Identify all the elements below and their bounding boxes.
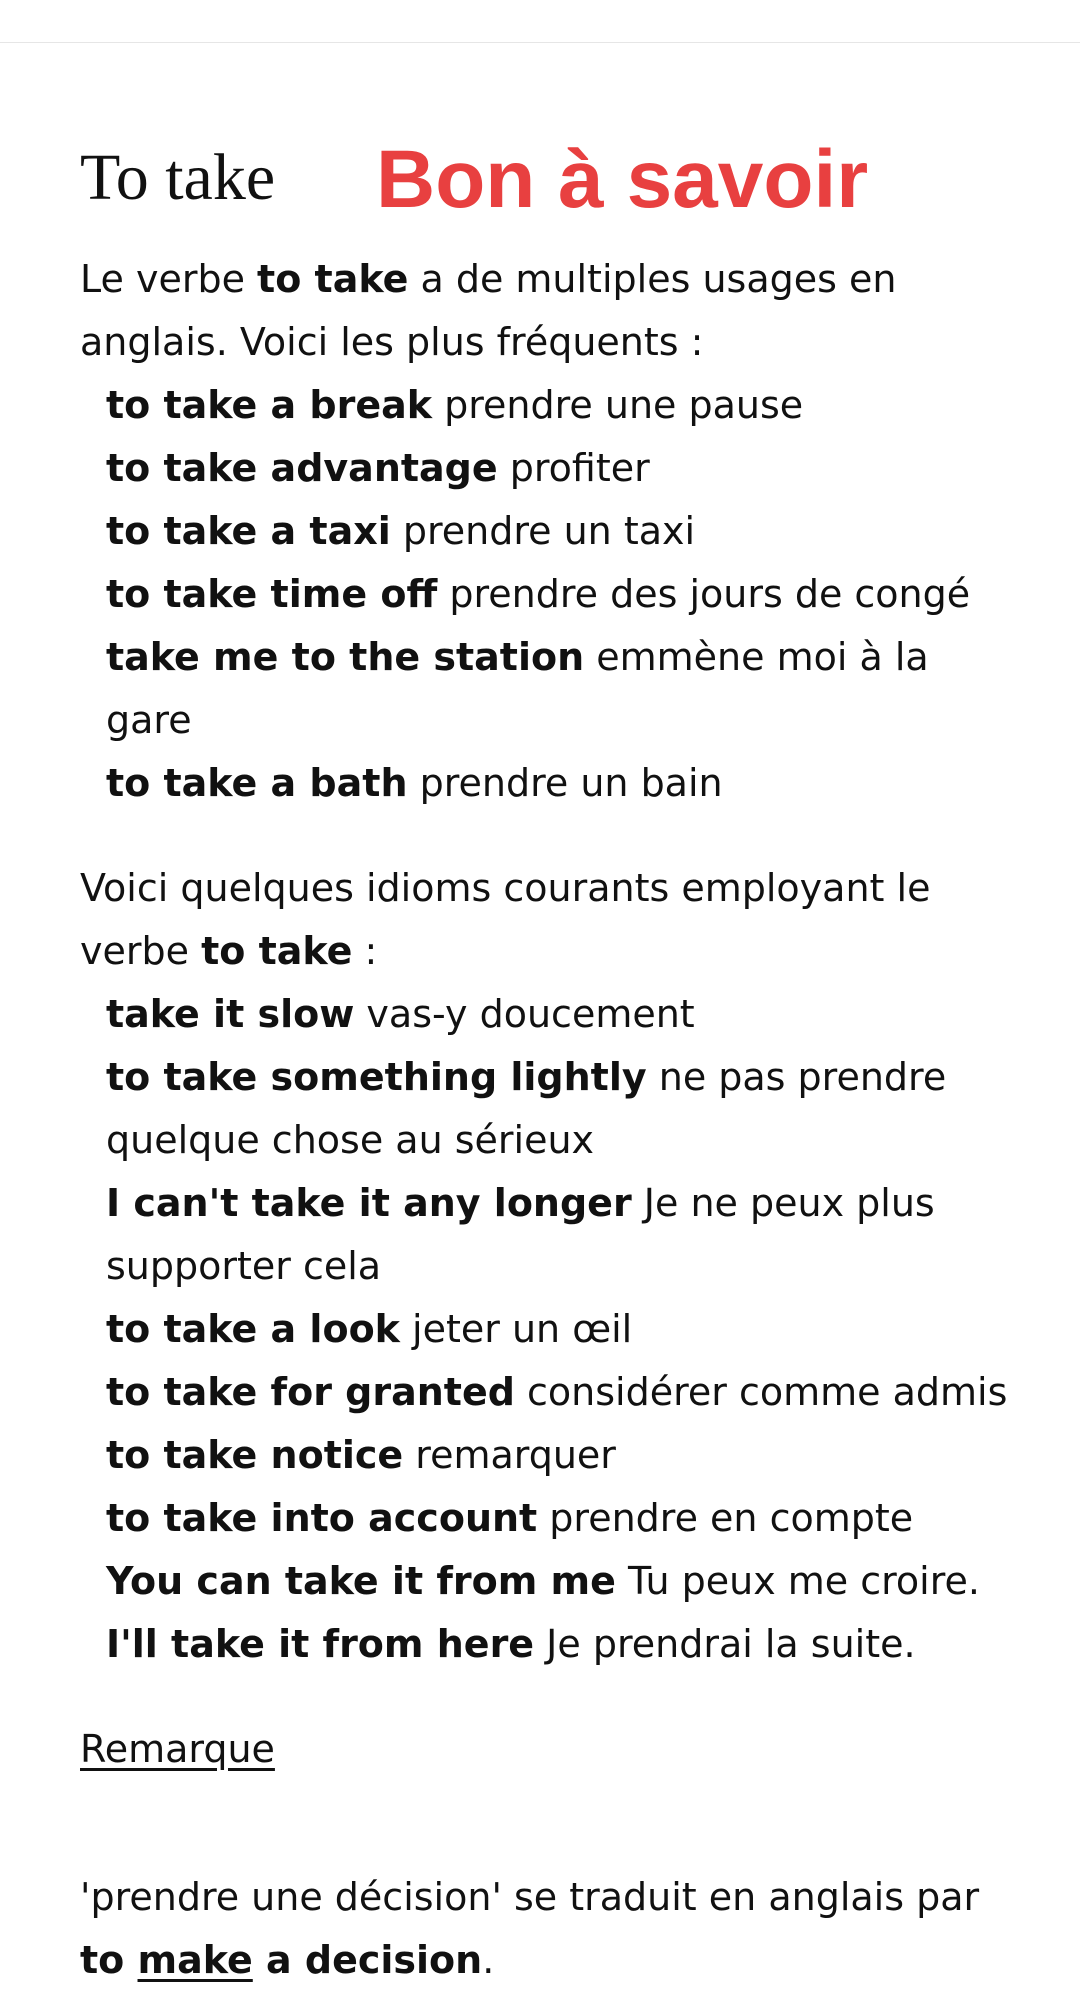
spacer bbox=[80, 815, 1020, 857]
idioms-intro-text-before: Voici quelques idioms courants employant le verbe bbox=[80, 866, 931, 973]
usage-translation: prendre des jours de congé bbox=[437, 572, 971, 616]
remark-link[interactable]: Remarque bbox=[80, 1727, 275, 1771]
spacer bbox=[80, 1676, 1020, 1718]
idioms-intro-text-after: : bbox=[352, 929, 378, 973]
idiom-translation: Je prendrai la suite. bbox=[534, 1622, 916, 1666]
idiom-term: to take a look bbox=[106, 1307, 400, 1351]
list-item bbox=[106, 1298, 1020, 1361]
list-item bbox=[106, 1487, 1020, 1550]
usage-term: to take a taxi bbox=[106, 509, 391, 553]
intro-paragraph bbox=[80, 248, 1020, 374]
header bbox=[80, 130, 1040, 240]
usage-translation: profiter bbox=[497, 446, 650, 490]
list-item bbox=[106, 1613, 1020, 1676]
remark-heading bbox=[80, 1718, 1020, 1781]
good-to-know-badge: Bon à savoir bbox=[376, 134, 869, 225]
list-item bbox=[106, 500, 1020, 563]
remark-end: . bbox=[482, 1938, 495, 1982]
list-item bbox=[106, 1550, 1020, 1613]
list-item bbox=[106, 1424, 1020, 1487]
idiom-term: to take into account bbox=[106, 1496, 538, 1540]
list-item bbox=[106, 374, 1020, 437]
idiom-translation: prendre en compte bbox=[537, 1496, 914, 1540]
usage-term: to take advantage bbox=[106, 446, 498, 490]
intro-bold-verb: to take bbox=[257, 257, 409, 301]
idiom-term: to take something lightly bbox=[106, 1055, 647, 1099]
idiom-term: to take for granted bbox=[106, 1370, 515, 1414]
list-item bbox=[106, 983, 1020, 1046]
list-item bbox=[106, 626, 1020, 752]
idiom-translation: jeter un œil bbox=[399, 1307, 633, 1351]
intro-text-after: a de multiples usages en anglais. Voici les plus fréquents : bbox=[80, 257, 897, 364]
spacer bbox=[80, 1781, 1020, 1866]
list-item bbox=[106, 752, 1020, 815]
usages-list bbox=[80, 374, 1020, 815]
list-item bbox=[106, 1361, 1020, 1424]
top-divider bbox=[0, 42, 1080, 43]
usage-term: to take time off bbox=[106, 572, 438, 616]
list-item bbox=[106, 437, 1020, 500]
idiom-translation: Tu peux me croire. bbox=[615, 1559, 980, 1603]
intro-text-before: Le verbe bbox=[80, 257, 258, 301]
remark-paragraph bbox=[80, 1866, 1020, 1992]
idiom-term: I'll take it from here bbox=[106, 1622, 535, 1666]
idiom-translation: Je ne peux plus supporter cela bbox=[106, 1181, 935, 1288]
idioms-list bbox=[80, 983, 1020, 1676]
idioms-intro-paragraph bbox=[80, 857, 1020, 983]
remark-text: 'prendre une décision' se traduit en anglais par bbox=[80, 1875, 980, 1919]
remark-bold-underlined: make bbox=[137, 1938, 253, 1982]
usage-term: to take a bath bbox=[106, 761, 408, 805]
idiom-translation: remarquer bbox=[403, 1433, 616, 1477]
idiom-term: to take notice bbox=[106, 1433, 404, 1477]
idiom-term: take it slow bbox=[106, 992, 355, 1036]
remark-bold-before: to bbox=[80, 1938, 138, 1982]
idiom-translation: considérer comme admis bbox=[514, 1370, 1008, 1414]
list-item bbox=[106, 1172, 1020, 1298]
idiom-term: You can take it from me bbox=[106, 1559, 616, 1603]
usage-term: to take a break bbox=[106, 383, 433, 427]
usage-translation: prendre une pause bbox=[432, 383, 804, 427]
list-item bbox=[106, 1046, 1020, 1172]
page-title: To take bbox=[80, 141, 276, 214]
idioms-intro-bold-verb: to take bbox=[201, 929, 353, 973]
usage-translation: prendre un taxi bbox=[390, 509, 696, 553]
article-body bbox=[80, 248, 1020, 1992]
idiom-translation: vas-y doucement bbox=[354, 992, 695, 1036]
remark-bold-after: a decision bbox=[252, 1938, 483, 1982]
usage-translation: emmène moi à la gare bbox=[106, 635, 929, 742]
idiom-term: I can't take it any longer bbox=[106, 1181, 632, 1225]
usage-translation: prendre un bain bbox=[407, 761, 723, 805]
idiom-translation: ne pas prendre quelque chose au sérieux bbox=[106, 1055, 947, 1162]
list-item bbox=[106, 563, 1020, 626]
usage-term: take me to the station bbox=[106, 635, 585, 679]
